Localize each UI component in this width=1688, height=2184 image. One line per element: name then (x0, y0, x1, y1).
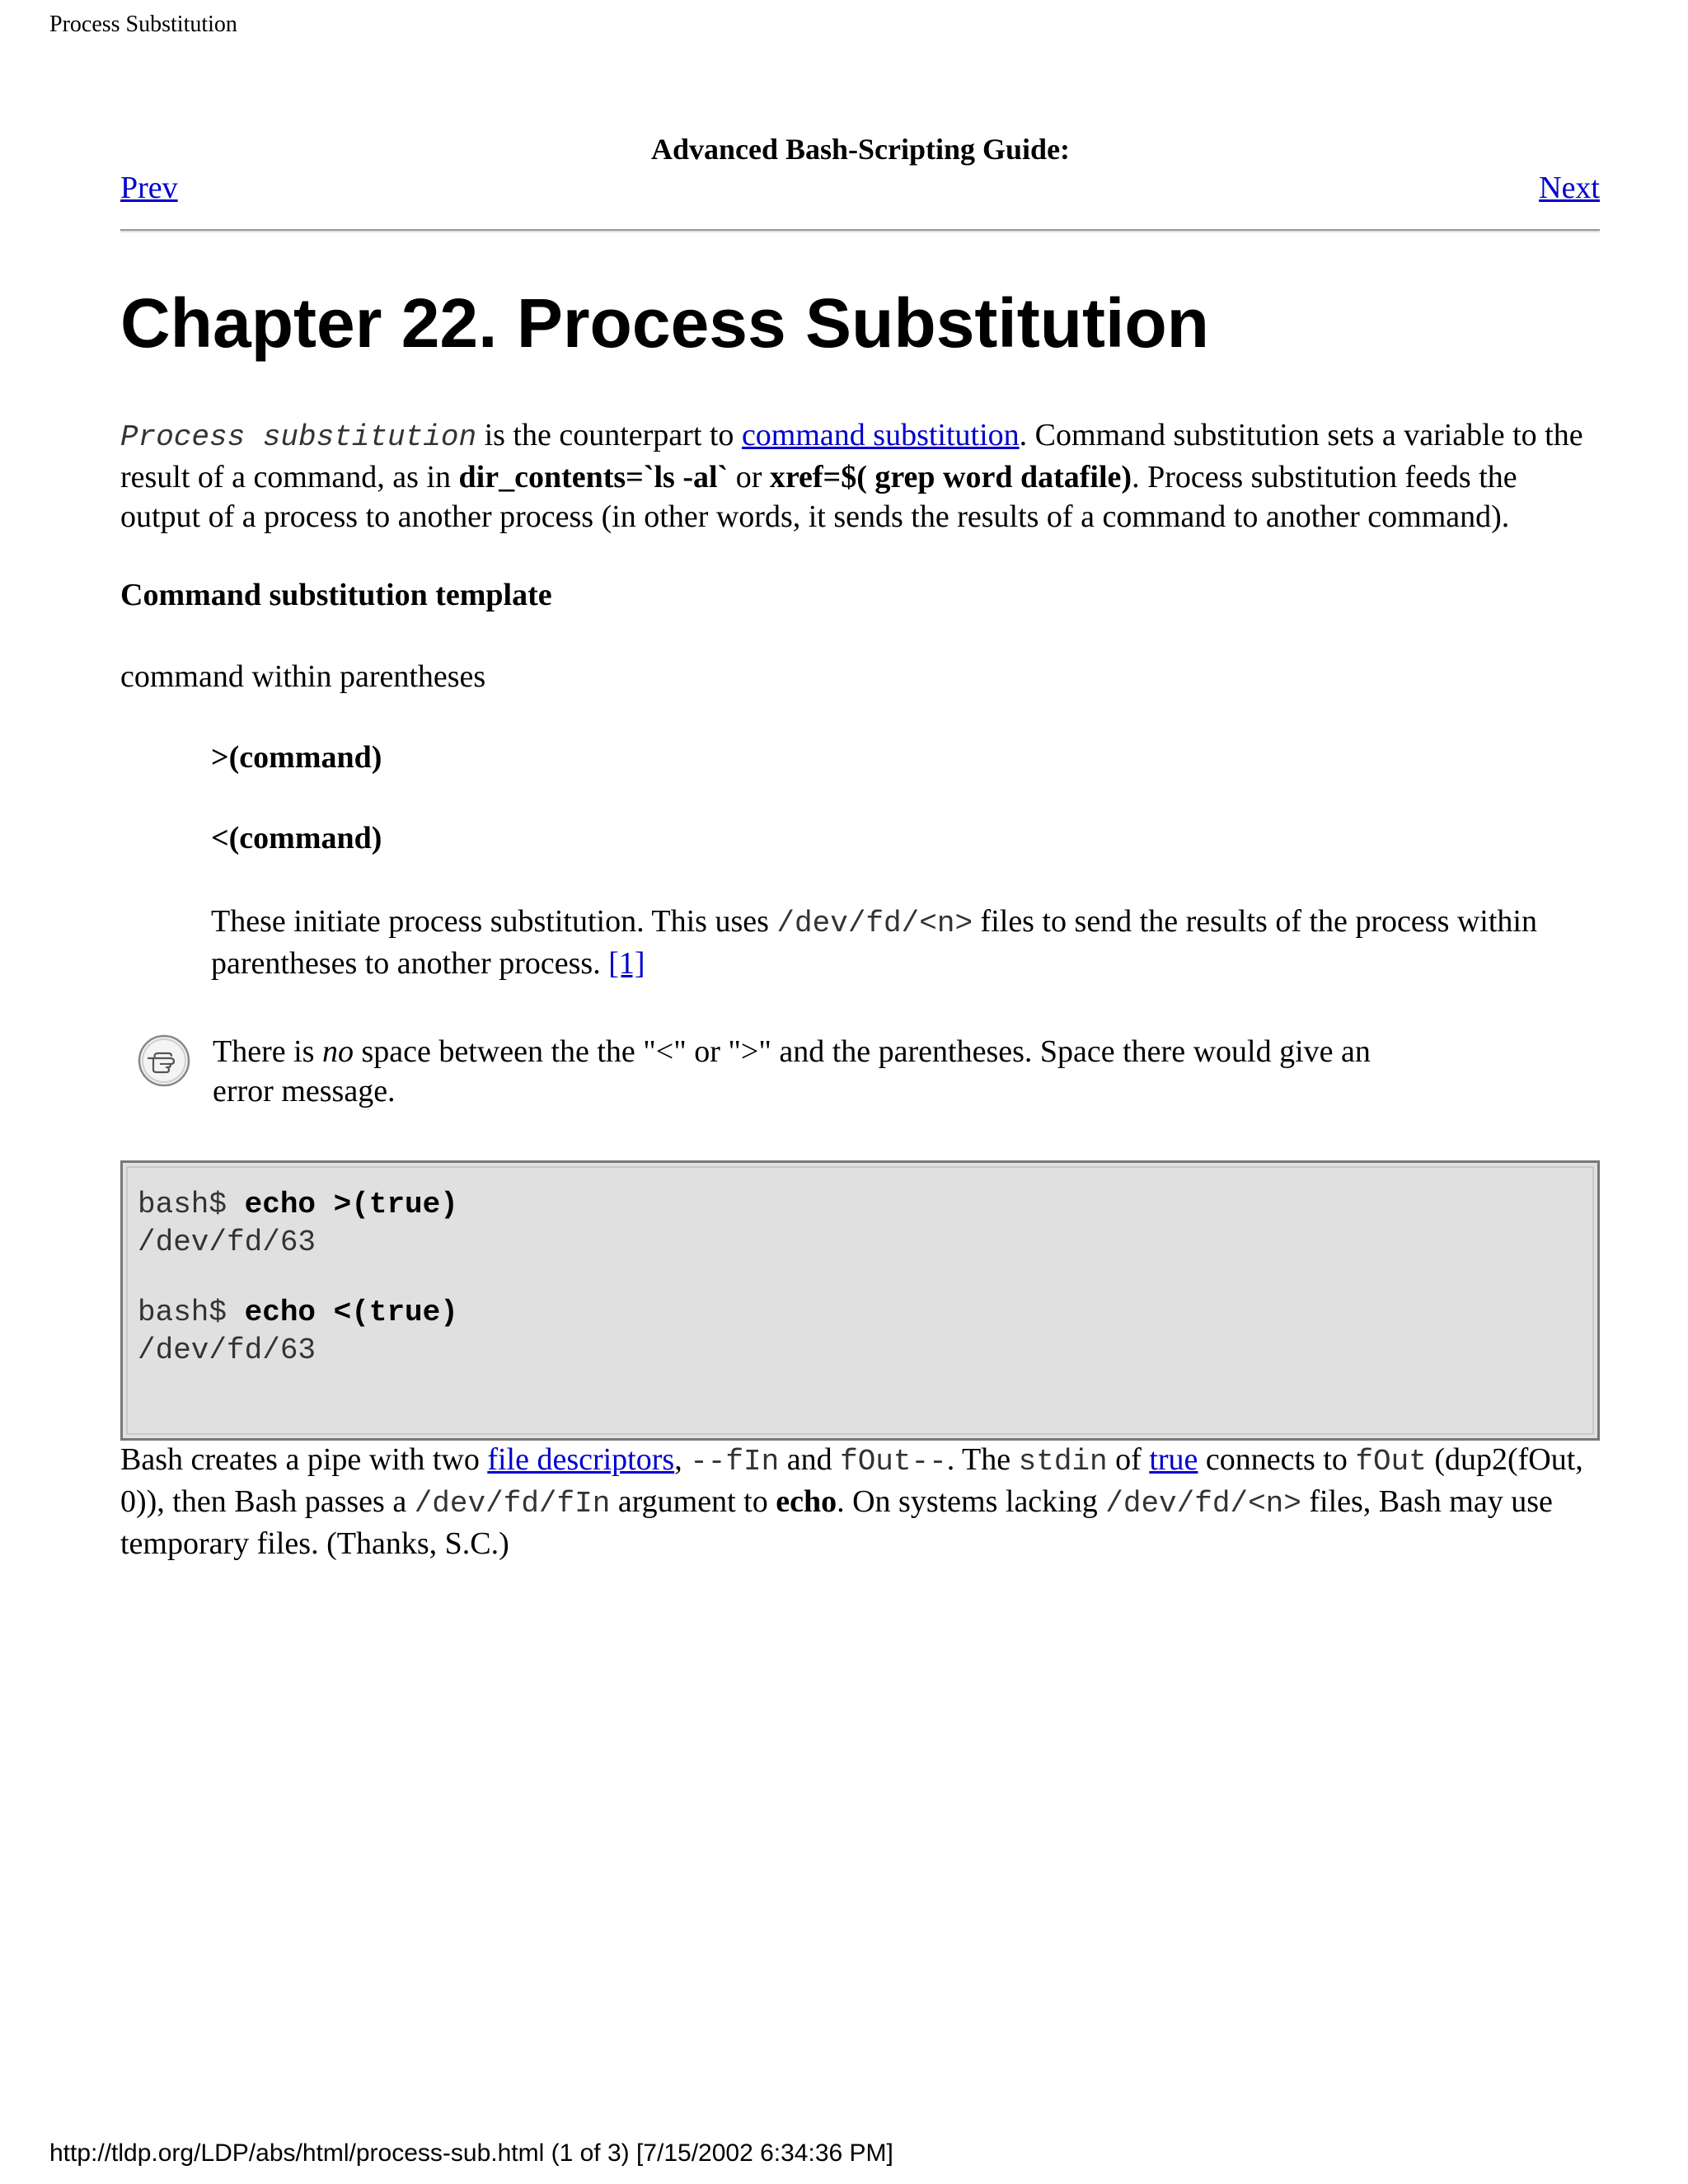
code-output: /dev/fd/63 (138, 1333, 316, 1367)
syntax-output: >(command) (211, 740, 382, 775)
code-dir-contents: dir_contents=`ls -al` (458, 460, 729, 494)
code-example (120, 1160, 1600, 1441)
code-line: bash$ echo >(true) (138, 1188, 458, 1221)
syntax-input: <(command) (211, 821, 382, 855)
intro-paragraph: Process substitution is the counterpart to command substitution. Command substitution sets a variable to the result of a command, as in dir_contents=`ls -al` or xref=$( grep word datafile). Process substitution feeds the output of a process to another process (in other words, it sends the results of a command to another command). (120, 418, 1583, 534)
dev-fd-path: /dev/fd/<n> (776, 907, 973, 940)
file-descriptors-link[interactable]: file descriptors (487, 1442, 675, 1477)
code-output: /dev/fd/63 (138, 1226, 316, 1259)
page-header-title: Process Substitution (49, 12, 237, 37)
code-line: bash$ echo <(true) (138, 1296, 458, 1329)
footer-url: http://tldp.org/LDP/abs/html/process-sub.html (1 of 3) [7/15/2002 6:34:36 PM] (49, 2139, 893, 2167)
header-divider (120, 229, 1600, 232)
next-link[interactable]: Next (1539, 171, 1600, 205)
pipe-explanation: Bash creates a pipe with two file descriptors, --fIn and fOut--. The stdin of true connects to fOut (dup2(fOut, 0)), then Bash passes a /dev/fd/fIn argument to echo. On systems lacking /dev/fd/<n> files, Bash may use temporary files. (Thanks, S.C.) (120, 1442, 1583, 1561)
prev-link[interactable]: Prev (120, 171, 178, 205)
guide-title: Advanced Bash-Scripting Guide: (650, 133, 1071, 166)
note-text: There is no space between the the "<" or ">" and the parentheses. Space there would give an error message. (213, 1034, 1371, 1108)
template-heading: Command substitution template (120, 578, 552, 612)
code-xref: xref=$( grep word datafile) (769, 460, 1132, 494)
term-process-substitution: Process substitution (120, 420, 477, 454)
template-explanation: These initiate process substitution. This uses /dev/fd/<n> files to send the results of the process within parentheses to another process. [1] (211, 904, 1537, 981)
command-substitution-link[interactable]: command substitution (741, 418, 1020, 452)
chapter-title: Chapter 22. Process Substitution (120, 284, 1209, 362)
pointing-hand-icon (137, 1033, 191, 1088)
true-link[interactable]: true (1149, 1442, 1198, 1477)
template-description: command within parentheses (120, 659, 486, 694)
footnote-link[interactable]: [1] (608, 946, 645, 981)
